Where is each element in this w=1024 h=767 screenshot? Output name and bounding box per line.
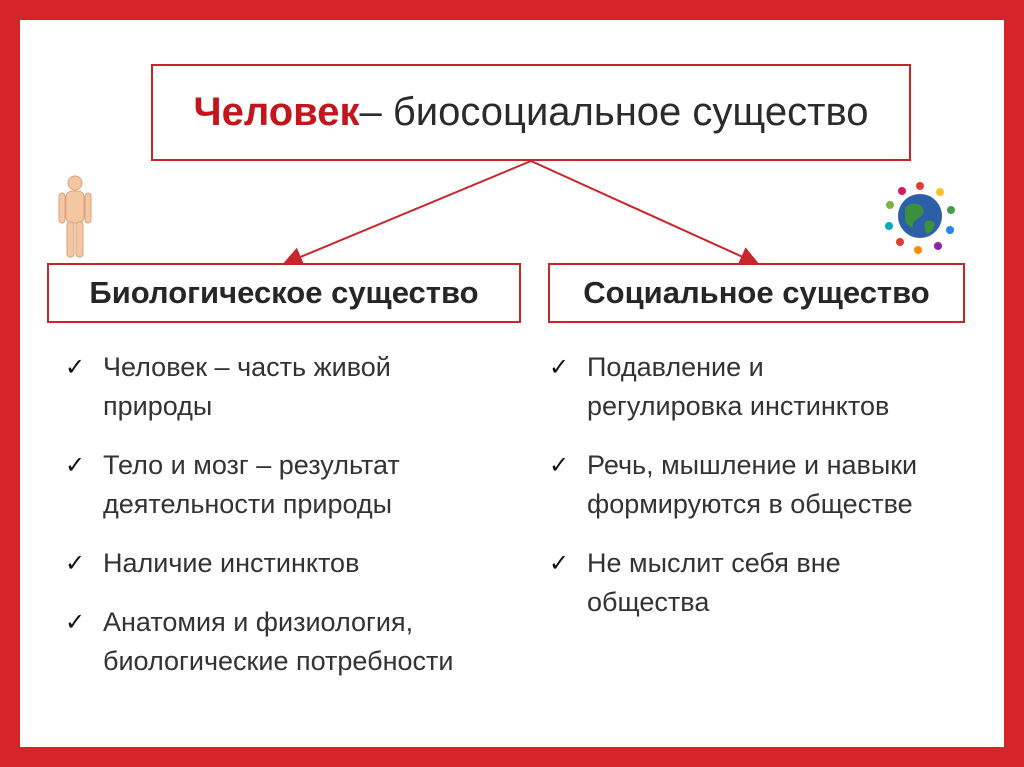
- list-item: ✓ Не мыслит себя вне общества: [549, 544, 989, 622]
- people-around-globe-icon: [885, 182, 955, 254]
- list-item: ✓ Речь, мышление и навыки формируются в обществе: [549, 446, 989, 524]
- arrow-to-biological: [286, 161, 531, 263]
- biological-list: [65, 348, 535, 701]
- checkmark-icon: ✓: [549, 550, 570, 577]
- human-body-icon: [59, 176, 91, 257]
- checkmark-icon: ✓: [65, 609, 86, 636]
- list-item: ✓ Наличие инстинктов: [65, 544, 535, 583]
- social-heading: Социальное существо: [583, 275, 930, 310]
- list-item: ✓ Подавление и регулировка инстинктов: [549, 348, 989, 426]
- checkmark-icon: ✓: [65, 550, 86, 577]
- biological-heading-box: [47, 263, 521, 323]
- list-item: ✓ Тело и мозг – результат деятельности природы: [65, 446, 535, 524]
- title-bold: Человек: [193, 90, 360, 134]
- list-item: ✓ Человек – часть живой природы: [65, 348, 535, 426]
- biological-heading: Биологическое существо: [89, 275, 479, 310]
- arrow-to-social: [531, 161, 756, 263]
- checkmark-icon: ✓: [549, 452, 570, 479]
- title-rest: – биосоциальное существо: [359, 90, 869, 134]
- checkmark-icon: ✓: [65, 452, 86, 479]
- social-heading-box: [548, 263, 965, 323]
- checkmark-icon: ✓: [65, 354, 86, 381]
- title-box: [151, 64, 911, 161]
- checkmark-icon: ✓: [549, 354, 570, 381]
- list-item: ✓ Анатомия и физиология, биологические потребности: [65, 603, 535, 681]
- social-list: [549, 348, 989, 642]
